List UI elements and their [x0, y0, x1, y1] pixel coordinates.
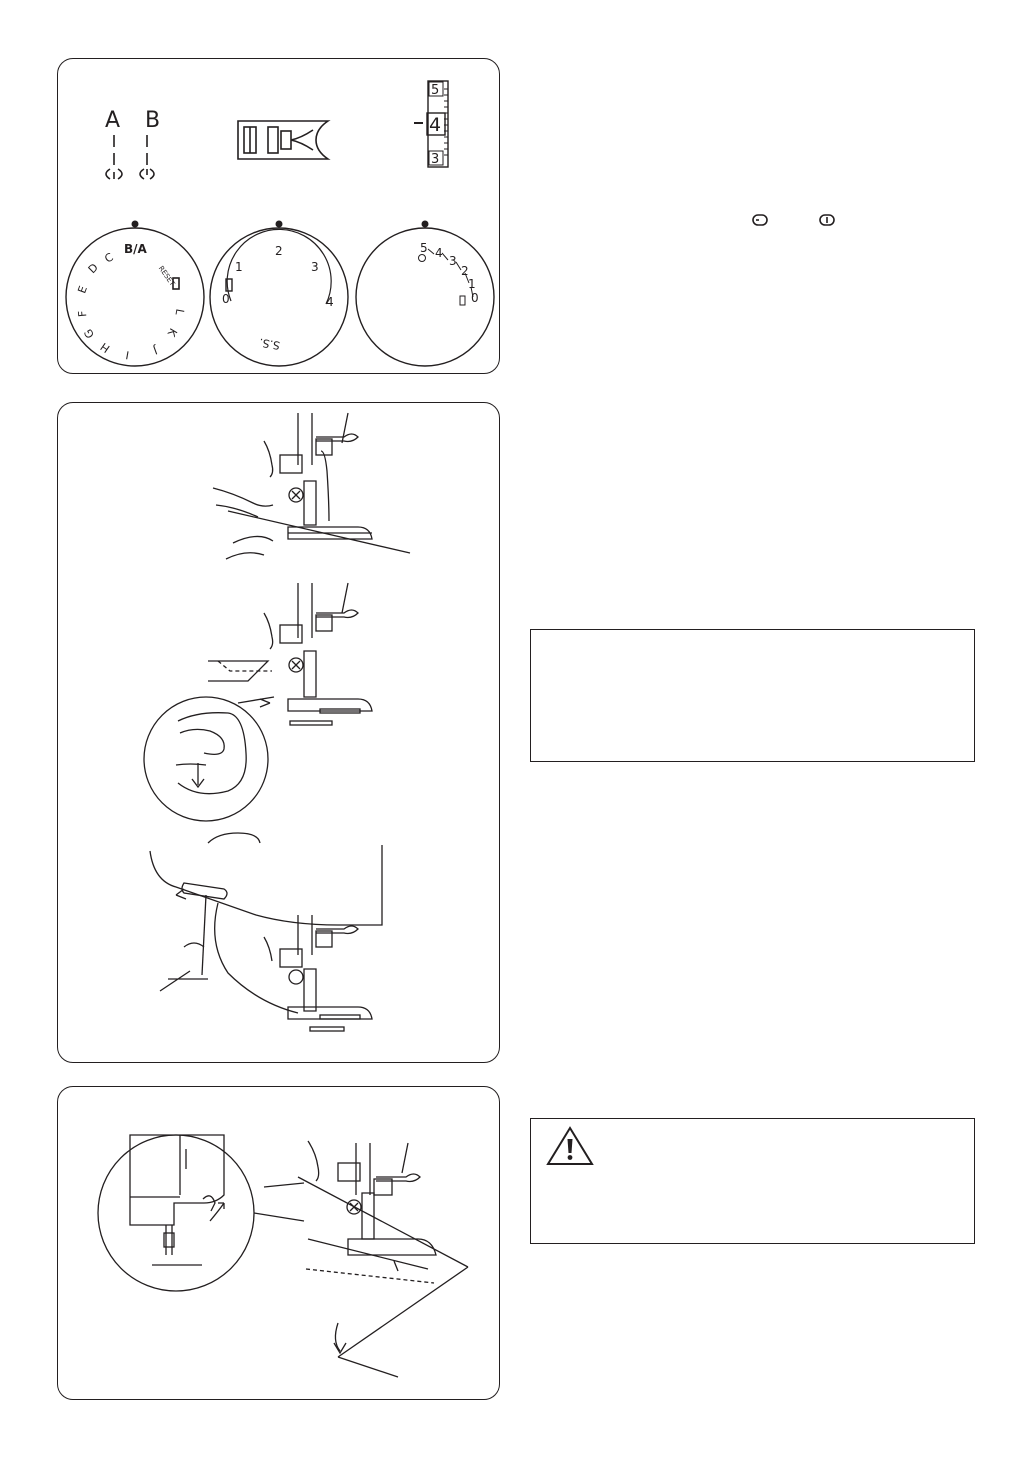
dial-letter-d: D	[85, 260, 101, 277]
buttonhole-b-icon	[140, 135, 154, 179]
label-a: A	[105, 108, 121, 133]
stitch-width-dial	[210, 228, 348, 366]
pattern-selector-dial	[66, 228, 204, 366]
buttonhole-sewing-illustration	[58, 403, 501, 1064]
dial-width-0: 0	[222, 292, 230, 306]
buttonhole-a-icon	[106, 135, 122, 179]
note-box	[530, 629, 975, 762]
dial-letter-j: J	[151, 343, 159, 357]
warning-triangle-icon	[545, 1125, 595, 1167]
scale-top: 5	[431, 83, 440, 98]
label-b: B	[145, 108, 161, 133]
dial-letter-l: L	[172, 307, 187, 317]
dial-tension-2: 2	[461, 264, 469, 278]
dial-pattern-top: B/A	[124, 242, 147, 256]
buttonhole-sewing-panel	[57, 402, 500, 1063]
dial-width-4: 4	[326, 295, 334, 309]
dial-letter-c: C	[102, 250, 116, 266]
scale-middle: 4	[429, 114, 442, 136]
dial-tension-5: 5	[420, 241, 428, 255]
dial-letter-h: H	[98, 339, 113, 356]
stitch-scale	[414, 81, 448, 167]
scale-bottom: 3	[431, 152, 440, 167]
dial-letter-f: F	[75, 310, 90, 318]
thread-cutter-inset	[98, 1135, 254, 1291]
foot-lowered-figure	[213, 413, 410, 559]
dial-letter-k: K	[164, 325, 180, 339]
dial-tension-0: 0	[471, 291, 479, 305]
dial-tension-1: 1	[468, 277, 476, 291]
dial-pattern-reset: RESET	[156, 264, 177, 288]
buttonhole-settings-panel	[57, 58, 500, 374]
sewing-forward-figure	[144, 583, 372, 821]
reverse-stitch-figure	[150, 833, 382, 1031]
buttonhole-foot-icon	[238, 121, 328, 159]
dial-letter-g: G	[81, 326, 98, 341]
buttonhole-plus-icon	[819, 214, 835, 226]
thread-cutter-illustration	[58, 1087, 501, 1401]
dial-width-2: 2	[275, 244, 283, 258]
dial-letter-e: E	[75, 284, 90, 296]
buttonhole-settings-illustration	[58, 59, 501, 375]
dial-tension-3: 3	[449, 254, 457, 268]
dial-width-1: 1	[235, 260, 243, 274]
dial-tension-4: 4	[435, 246, 443, 260]
thread-cutting-panel	[57, 1086, 500, 1400]
dial-width-ss: S.S.	[258, 335, 282, 352]
caution-box	[530, 1118, 975, 1244]
tension-dial	[356, 228, 494, 366]
dial-letter-i: I	[124, 348, 131, 362]
buttonhole-minus-icon	[752, 214, 768, 226]
dial-width-3: 3	[311, 260, 319, 274]
